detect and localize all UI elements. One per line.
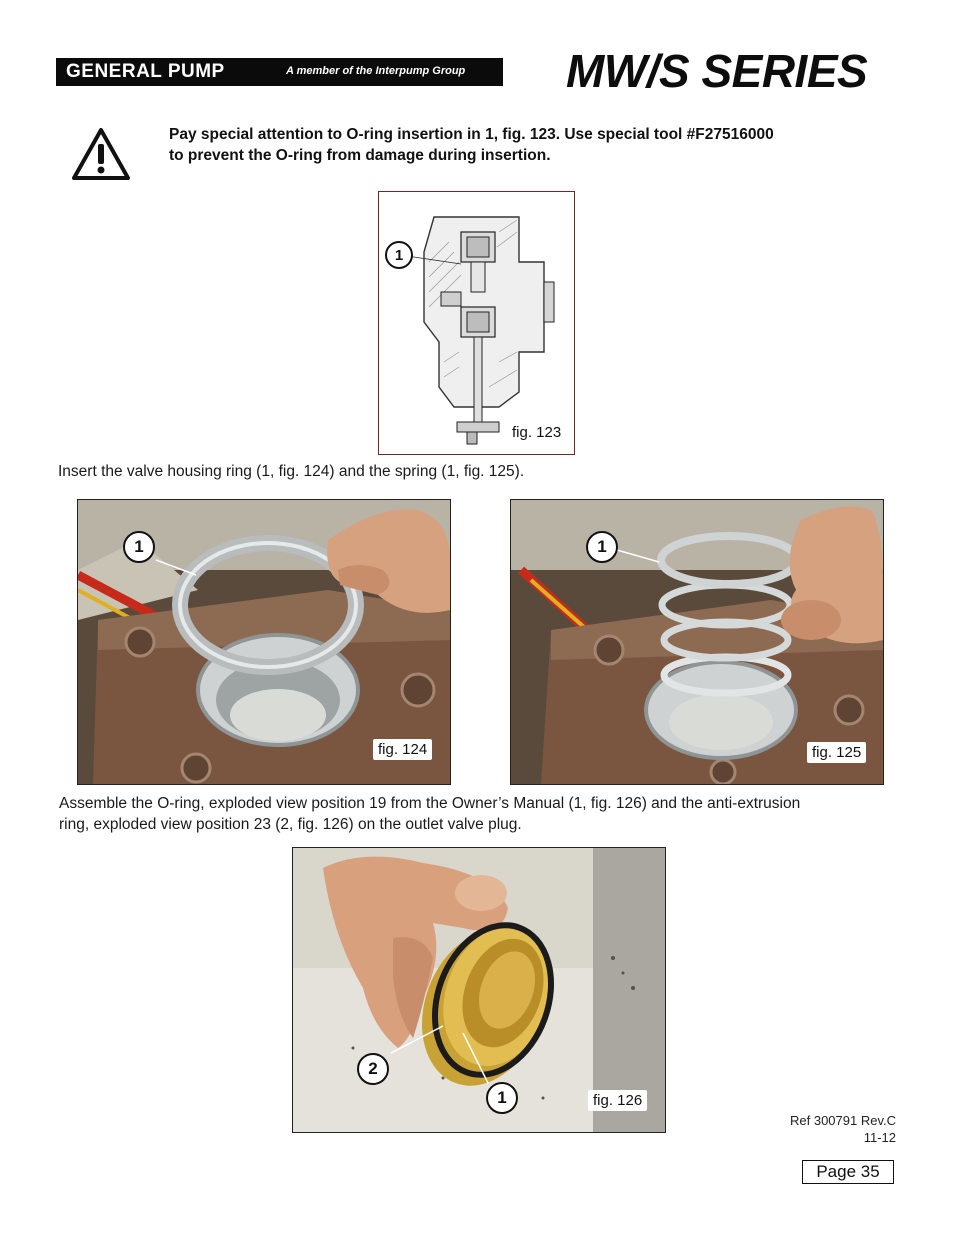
- instruction-paragraph-1: Insert the valve housing ring (1, fig. 124) and the spring (1, fig. 125).: [58, 463, 525, 480]
- brand-bar: [56, 58, 503, 86]
- paragraph-2-line-1: Assemble the O-ring, exploded view position 19 from the Owner’s Manual (1, fig. 126) and the anti-extrusion: [59, 795, 801, 812]
- figure-123-drawing: [378, 191, 575, 455]
- brand-tagline: A member of the Interpump Group: [286, 65, 466, 77]
- warning-line-2: to prevent the O-ring from damage during insertion.: [169, 147, 551, 164]
- warning-text: [169, 124, 869, 166]
- instruction-paragraph-2: [59, 793, 909, 835]
- series-title: MW/S SERIES: [566, 45, 868, 97]
- figure-label: fig. 126: [588, 1090, 647, 1111]
- callout-1: 1: [586, 531, 618, 563]
- ref-date: 11-12: [863, 1130, 896, 1145]
- page-number: Page 35: [802, 1160, 894, 1184]
- figure-label: fig. 124: [373, 739, 432, 760]
- callout-2: 2: [357, 1053, 389, 1085]
- figure-label: fig. 125: [807, 742, 866, 763]
- document-reference: [790, 1112, 896, 1146]
- figure-125-photo: [510, 499, 884, 785]
- figure-label: fig. 123: [507, 422, 566, 443]
- callout-1: 1: [123, 531, 155, 563]
- brand-name: GENERAL PUMP: [66, 61, 225, 82]
- figure-124-photo: [77, 499, 451, 785]
- callout-1: 1: [486, 1082, 518, 1114]
- paragraph-2-line-2: ring, exploded view position 23 (2, fig. 126) on the outlet valve plug.: [59, 816, 522, 833]
- valve-cross-section-drawing: [379, 192, 574, 454]
- warning-triangle-icon: [70, 126, 132, 182]
- warning-line-1: Pay special attention to O-ring insertion in 1, fig. 123. Use special tool #F27516000: [169, 126, 774, 143]
- figure-126-photo: [292, 847, 666, 1133]
- ref-number: Ref 300791 Rev.C: [790, 1113, 896, 1128]
- callout-1: 1: [385, 241, 413, 269]
